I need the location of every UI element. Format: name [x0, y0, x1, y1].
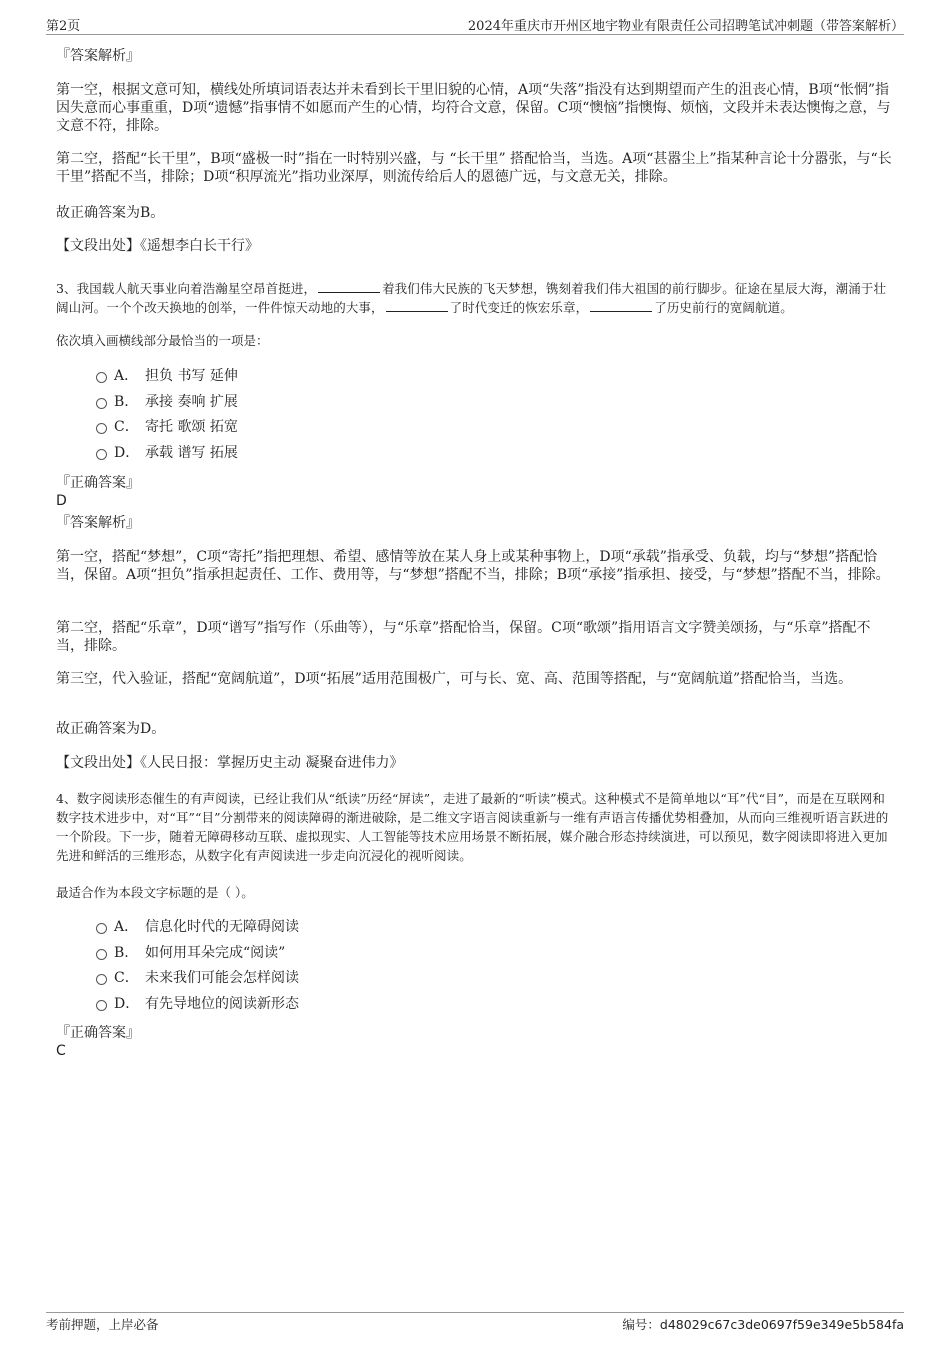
q3-stem-part: 我国载人航天事业向着浩瀚星空昂首挺进， [76, 281, 317, 296]
q4-answer: C [56, 1043, 66, 1059]
page-number: 第2页 [46, 19, 81, 34]
q3-source: 【文段出处】《人民日报：掌握历史主动 凝聚奋进伟力》 [56, 755, 404, 771]
radio-icon[interactable] [96, 923, 107, 934]
q3-option-c[interactable] [56, 417, 896, 443]
q3-option-a[interactable] [56, 366, 896, 392]
q3-conclusion: 故正确答案为D。 [56, 721, 166, 737]
option-letter: B. [114, 944, 129, 961]
q3-stem-part: 着我们伟大民族的飞天梦想，镌刻着我们伟大祖国的前行脚步。征途在星辰大海，潮涌于壮阔山河。一个个改天换地的创举，一件件惊天动地的大事， [56, 281, 887, 315]
q4-stem [56, 789, 896, 865]
q3-options [56, 366, 896, 468]
page-header [46, 14, 904, 35]
document-id: 编号：d48029c67c3de0697f59e349e5b584fa [622, 1317, 904, 1332]
q3-analysis-heading: 『答案解析』 [56, 515, 140, 531]
radio-icon[interactable] [96, 949, 107, 960]
q3-stem-part: 了历史前行的宽阔航道。 [654, 300, 793, 315]
option-letter: C． [114, 419, 139, 435]
q3-answer: D [56, 493, 67, 509]
q2-analysis-paragraph: 第二空，搭配“长干里”，B项“盛极一时”指在一时特别兴盛，与 “长干里” 搭配恰当，当选。A项“甚嚣尘上”指某种言论十分嚣张，与“长干里”搭配不当，排除；D项“积厚流光”指功业深厚，则流传给后人的恩德广远，与文意无关，排除。 [56, 151, 892, 185]
document-title: 2024年重庆市开州区地宇物业有限责任公司招聘笔试冲刺题（带答案解析） [467, 19, 904, 34]
radio-icon[interactable] [96, 1000, 107, 1011]
q3-prompt: 依次填入画横线部分最恰当的一项是： [56, 333, 269, 348]
option-letter: C． [114, 970, 139, 986]
q3-analysis-paragraph: 第三空，代入验证，搭配“宽阔航道”，D项“拓展”适用范围极广，可与长、宽、高、范围等搭配，与“宽阔航道”搭配恰当，当选。 [56, 671, 853, 687]
radio-icon[interactable] [96, 974, 107, 985]
option-letter: D． [114, 995, 140, 1012]
q4-prompt: 最适合作为本段文字标题的是（ ）。 [56, 885, 254, 900]
q3-option-d[interactable] [56, 443, 896, 469]
q3-stem [56, 279, 896, 317]
option-text: 如何用耳朵完成“阅读” [145, 944, 286, 961]
q4-answer-heading: 『正确答案』 [56, 1025, 140, 1041]
radio-icon[interactable] [96, 398, 107, 409]
option-letter: A． [114, 368, 139, 384]
q3-blank-1 [318, 280, 380, 293]
option-letter: D． [114, 444, 140, 461]
option-text: 有先导地位的阅读新形态 [145, 995, 299, 1012]
option-letter: A． [114, 919, 139, 935]
q3-blank-3 [590, 299, 652, 312]
q4-option-b[interactable] [56, 943, 896, 969]
q4-option-a[interactable] [56, 917, 896, 943]
q3-analysis-paragraph: 第二空，搭配“乐章”，D项“谱写”指写作（乐曲等），与“乐章”搭配恰当，保留。C项“歌颂”指用语言文字赞美颂扬，与“乐章”搭配不当，排除。 [56, 620, 871, 654]
q2-analysis-heading: 『答案解析』 [56, 48, 140, 64]
q3-option-b[interactable] [56, 392, 896, 418]
q4-number: 4、 [56, 791, 77, 806]
q2-source: 【文段出处】《遥想李白长干行》 [56, 238, 259, 254]
option-text: 承接 奏响 扩展 [145, 393, 238, 410]
option-text: 信息化时代的无障碍阅读 [145, 919, 299, 935]
q3-number: 3、 [56, 281, 77, 296]
radio-icon[interactable] [96, 372, 107, 383]
q2-analysis-paragraph: 第一空，根据文意可知，横线处所填词语表达并未看到长干里旧貌的心情，A项“失落”指没有达到期望而产生的沮丧心情，B项“怅惘”指因失意而心事重重，D项“遗憾”指事情不如愿而产生的心情，均符合文意，保留。C项“懊恼”指懊悔、烦恼，文段并未表达懊悔之意，与文意不符，排除。 [56, 82, 891, 134]
radio-icon[interactable] [96, 423, 107, 434]
option-text: 担负 书写 延伸 [145, 368, 238, 384]
q4-option-c[interactable] [56, 968, 896, 994]
q3-answer-heading: 『正确答案』 [56, 475, 140, 491]
radio-icon[interactable] [96, 449, 107, 460]
q3-analysis-paragraph: 第一空，搭配“梦想”，C项“寄托”指把理想、希望、感情等放在某人身上或某种事物上，D项“承载”指承受、负载，均与“梦想”搭配恰当，保留。A项“担负”指承担起责任、工作、费用等，与“梦想”搭配不当，排除；B项“承接”指承担、接受，与“梦想”搭配不当，排除。 [56, 549, 890, 583]
option-text: 未来我们可能会怎样阅读 [145, 970, 299, 986]
footer-slogan: 考前押题，上岸必备 [46, 1317, 159, 1332]
option-text: 承载 谱写 拓展 [145, 444, 238, 461]
page-footer [46, 1312, 904, 1332]
q3-stem-part: 了时代变迁的恢宏乐章， [449, 300, 589, 315]
q4-options [56, 917, 896, 1019]
option-text: 寄托 歌颂 拓宽 [145, 419, 238, 435]
q4-stem-text: 数字阅读形态催生的有声阅读，已经让我们从“纸读”历经“屏读”，走进了最新的“听读”模式。这种模式不是简单地以“耳”代“目”，而是在互联网和数字技术进步中，对“耳”“目”分割带来的阅读障碍的渐进破除，是二维文字语言阅读重新与一维有声语言传播优势相叠加，从而向三维视听语言跃进的一个阶段。下一步，随着无障碍移动互联、虚拟现实、人工智能等技术应用场景不断拓展，媒介融合形态持续演进，可以预见，数字阅读即将进入更加先进和鲜活的三维形态，从数字化有声阅读进一步走向沉浸化的视听阅读。 [56, 791, 889, 863]
option-letter: B. [114, 393, 129, 410]
q2-conclusion: 故正确答案为B。 [56, 205, 165, 221]
q4-option-d[interactable] [56, 994, 896, 1020]
q3-blank-2 [386, 299, 448, 312]
